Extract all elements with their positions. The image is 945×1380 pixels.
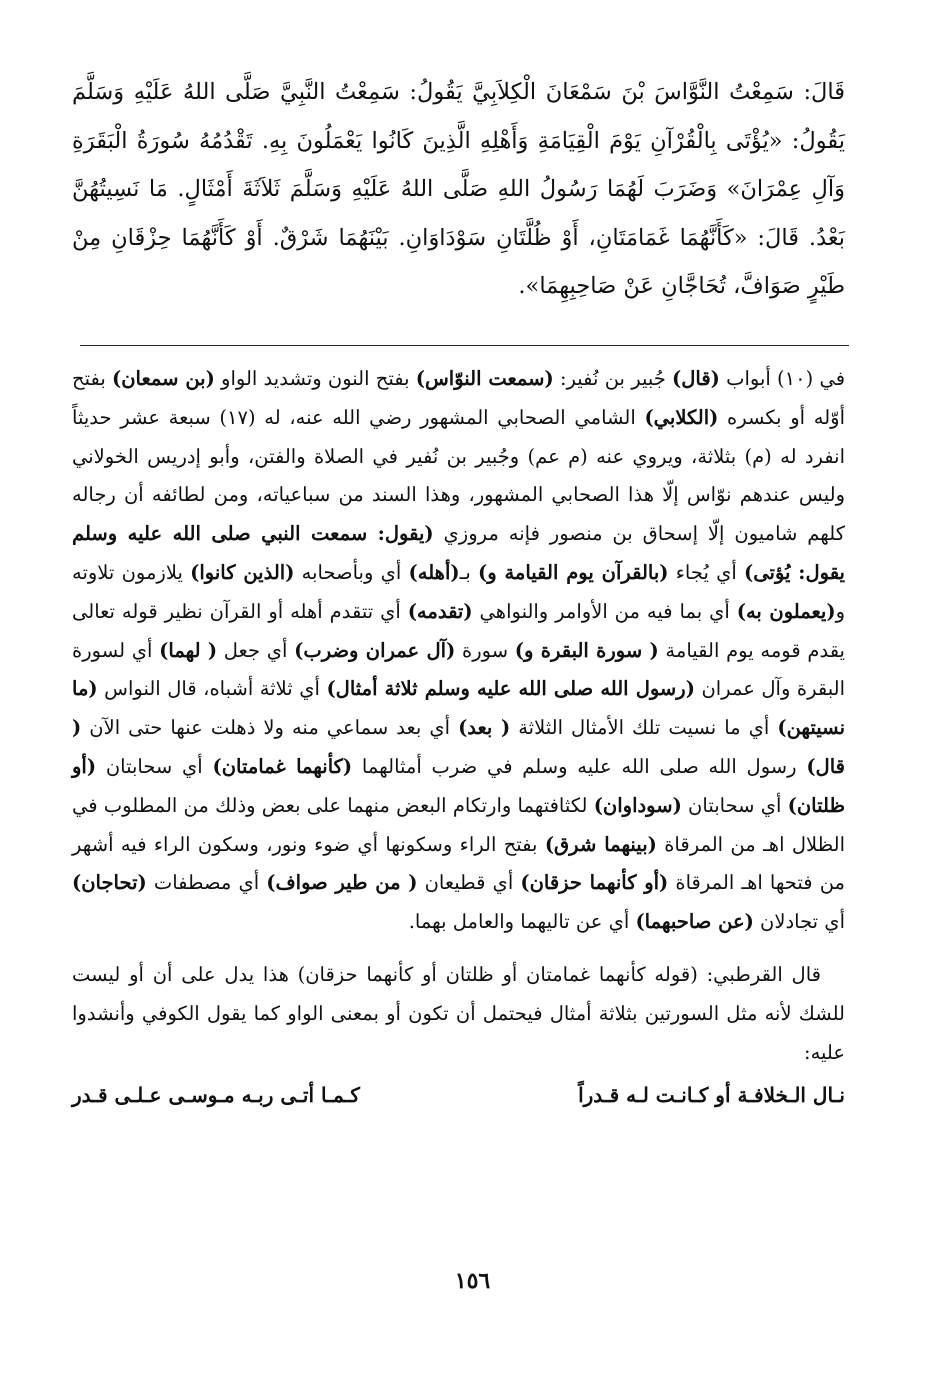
qurtubi-paragraph: قال القرطبي: (قوله كأنهما غمامتان أو ظلتان أو كأنهما حزقان) هذا يدل على أن أو ليست للشك لأنه مثل السورتين بثلاثة أمثال فيحتمل أن تكون أو بمعنى الواو كما يقول الكوفي وأنشدوا عليه:: [72, 962, 845, 1064]
bold-term: ( بعد): [458, 716, 511, 740]
bold-term: ( قال): [72, 716, 845, 778]
commentary-text: أي تتقدم أهله أو القرآن نظير قوله تعالى يقدم قومه يوم القيامة: [72, 599, 845, 662]
bold-term: (أو ظلتان): [72, 754, 845, 817]
bold-term: ( سورة البقرة و): [514, 638, 659, 662]
bold-term: ( من طير صواف): [266, 871, 418, 895]
commentary-text: أي يُجاء: [668, 560, 745, 584]
commentary-text: أي جعل: [217, 638, 295, 662]
commentary-text: أي بما فيه من الأوامر والنواهي: [472, 599, 737, 623]
bold-term: (رسول الله صلى الله عليه وسلم ثلاثة أمثال): [326, 677, 695, 701]
poetry-verse: [72, 1076, 845, 1115]
bold-term: (أهله): [408, 560, 460, 584]
commentary-text: في (١٠) أبواب: [719, 367, 846, 390]
bold-term: (تحاجان): [72, 871, 147, 895]
bold-term: (عن صاحبهما): [635, 910, 754, 934]
verse-second-hemistich: كـمـا أتـى ربـه مـوسـى عـلـى قـدر: [72, 1083, 360, 1108]
commentary-text: أي مصطفات: [146, 871, 267, 895]
paragraph-gap: [72, 942, 845, 956]
commentary-text: سورة: [455, 638, 515, 662]
commentary-text: أي عن تاليهما والعامل بهما.: [408, 910, 636, 934]
bold-term: (الذين كانوا): [190, 560, 295, 584]
bold-term: (كأنهما غمامتان): [212, 754, 353, 778]
commentary-text: جُبير بن نُفير:: [553, 367, 673, 390]
bold-term: (سمعت النوّاس): [415, 367, 554, 390]
commentary-text: يلازمون تلاوته و: [72, 560, 845, 623]
bold-term: (بن سمعان): [112, 367, 215, 390]
verse-first-hemistich: نـال الـخلافـة أو كـانـت لـه قـدراً: [578, 1083, 845, 1108]
bold-term: ( لهما): [159, 638, 218, 662]
bold-term: (بالقرآن يوم القيامة و): [478, 560, 669, 584]
commentary-text: أي سحابتان: [681, 793, 788, 817]
commentary-text: رسول الله صلى الله عليه وسلم في ضرب أمثالهما: [352, 754, 807, 778]
commentary: [72, 360, 845, 1115]
commentary-text: أي سحابتان: [96, 754, 213, 778]
commentary-text: أي وبأصحابه: [294, 560, 409, 584]
bold-term: (آل عمران وضرب): [294, 638, 456, 662]
commentary-text: لكثافتهما وارتكام البعض منهما على بعض وذلك من المطلوب في الظلال اهـ من المرقاة: [72, 793, 845, 856]
bold-term: (تقدمه): [407, 599, 473, 623]
bold-term: (قال): [672, 367, 720, 390]
bold-term: (يقول: سمعت النبي صلى الله عليه وسلم يقول: يُؤتى): [72, 522, 845, 584]
bold-term: (ما نسيتهن): [72, 677, 845, 740]
commentary-text: الشامي الصحابي المشهور رضي الله عنه، له (١٧) سبعة عشر حديثاً انفرد له (م) بثلاثة، ويروي عنه (م عم) وجُبير بن نُفير في الصلاة والفتن، وأبو إدريس الخولاني وليس عندهم نوّاس إلّا هذا الصحابي المشهور، وهذا السند من سباعياته، ومن لطائفه أن رجاله كلهم شاميون إلّا إسحاق بن منصور فإنه مروزي: [72, 405, 845, 546]
footnote-separator: [80, 345, 849, 346]
commentary-text: أي بعد سماعي منه ولا ذهلت عنها حتى الآن: [81, 716, 459, 740]
commentary-paragraph: [72, 360, 845, 942]
commentary-text: أي قطيعان: [417, 871, 521, 895]
commentary-text: أي لسورة البقرة وآل عمران: [72, 638, 845, 701]
commentary-text: بـ: [459, 560, 478, 584]
bold-term: (سوداوان): [593, 793, 682, 817]
commentary-text: بفتح الراء وسكونها أي ضوء ونور، وسكون الراء فيه أشهر من فتحها اهـ المرقاة: [72, 832, 845, 895]
commentary-text: بفتح أوّله أو بكسره: [72, 367, 845, 429]
hadith-text: قَالَ: سَمِعْتُ النَّوَّاسَ بْنَ سَمْعَانَ الْكِلاَبِيَّ يَقُولُ: سَمِعْتُ النَّبِيَّ صَلَّى اللهُ عَلَيْهِ وَسَلَّمَ يَقُولُ: «يُؤْتَى بِالْقُرْآنِ يَوْمَ الْقِيَامَةِ وَأَهْلِهِ الَّذِينَ كَانُوا يَعْمَلُونَ بِهِ. تَقْدُمُهُ سُورَةُ الْبَقَرَةِ وَآلِ عِمْرَانَ» وَضَرَبَ لَهُمَا رَسُولُ اللهِ صَلَّى اللهُ عَلَيْهِ وَسَلَّمَ ثَلاَثَةَ أَمْثَالٍ. مَا نَسِيتُهُنَّ بَعْدُ. قَالَ: «كَأَنَّهُمَا غَمَامَتَانِ، أَوْ ظُلَّتَانِ سَوْدَاوَانِ. بَيْنَهُمَا شَرْقٌ. أَوْ كَأَنَّهُمَا حِزْقَانِ مِنْ طَيْرٍ صَوَافَّ، تُحَاجَّانِ عَنْ صَاحِبِهِمَا».: [72, 79, 845, 299]
page-number: ١٥٦: [454, 1268, 491, 1294]
commentary-text: أي ثلاثة أشباه، قال النواس: [97, 677, 327, 701]
commentary-text: أي تجادلان: [753, 910, 845, 934]
bold-term: (أو كأنهما حزقان): [520, 871, 669, 895]
bold-term: (يعملون به): [736, 599, 836, 623]
bold-term: (بينهما شرق): [544, 832, 657, 856]
commentary-text: أي ما نسيت تلك الأمثال الثلاثة: [510, 716, 778, 740]
commentary-text: بفتح النون وتشديد الواو: [214, 367, 416, 390]
bold-term: (الكلابي): [644, 405, 719, 429]
